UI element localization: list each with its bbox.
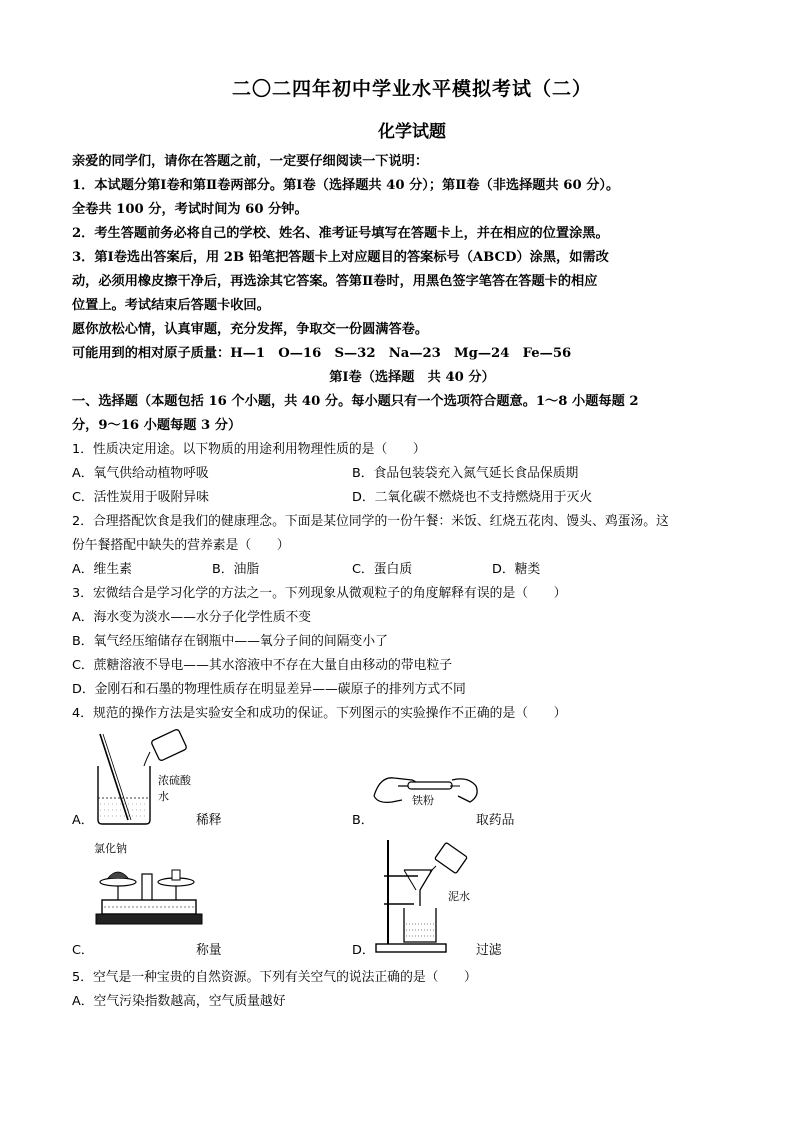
q1-options-row2: [72, 486, 752, 510]
q4-figures-row2: [72, 836, 752, 966]
q2-option-a: A．维生素: [72, 562, 132, 577]
q2-option-c: C．蛋白质: [352, 562, 413, 577]
instructions-item1a: 1．本试题分第Ⅰ卷和第Ⅱ卷两部分。第Ⅰ卷（选择题共 40 分）；第Ⅱ卷（非选择题共 60 分）。: [72, 178, 620, 193]
instructions-item1b: 全卷共 100 分，考试时间为 60 分钟。: [72, 202, 308, 217]
q4-option-a-caption: 稀释: [196, 813, 222, 828]
q4-c-label-nacl: 氯化钠: [94, 842, 127, 855]
q2-stem-b: 份午餐搭配中缺失的营养素是（ ）: [72, 538, 290, 553]
q4-figure-d: [352, 836, 632, 966]
instructions-greeting: 亲爱的同学们，请你在答题之前，一定要仔细阅读一下说明：: [72, 154, 429, 169]
q4-figure-a: [72, 726, 352, 836]
q4-option-c-letter: C．: [72, 943, 94, 958]
q4-a-label-water: 水: [158, 790, 169, 803]
section1-heading: 第Ⅰ卷（选择题 共 40 分）: [329, 370, 495, 385]
q4-option-b-letter: B．: [352, 813, 374, 828]
q5-option-a: A．空气污染指数越高，空气质量越好: [72, 994, 286, 1009]
balance-illustration: [94, 860, 204, 950]
q2-stem-a: 2．合理搭配饮食是我们的健康理念。下面是某位同学的一份午餐：米饭、红烧五花肉、馒头、鸡蛋汤。这: [72, 514, 669, 529]
q4-d-label-mud: 泥水: [448, 890, 470, 903]
instructions: [72, 150, 752, 366]
q4-figure-c: [72, 836, 352, 966]
exam-title: 二〇二四年初中学业水平模拟考试（二）: [231, 78, 592, 100]
exam-page: [72, 60, 752, 1014]
q1-option-a: A．氧气供给动植物呼吸: [72, 466, 209, 481]
q3-option-c: C．蔗糖溶液不导电——其水溶液中不存在大量自由移动的带电粒子: [72, 658, 453, 673]
q1-option-d: D．二氧化碳不燃烧也不支持燃烧用于灭火: [352, 490, 593, 505]
q1-option-b: B．食品包装袋充入氮气延长食品保质期: [352, 466, 579, 481]
q4-figure-b: [352, 726, 632, 836]
q4-option-c-caption: 称量: [196, 943, 222, 958]
q4-a-label-acid: 浓硫酸: [158, 774, 191, 787]
q5-stem: 5．空气是一种宝贵的自然资源。下列有关空气的说法正确的是（ ）: [72, 970, 477, 985]
instructions-wish: 愿你放松心情，认真审题，充分发挥，争取交一份圆满答卷。: [72, 322, 429, 337]
section1-intro-b: 分，9～16 小题每题 3 分）: [72, 418, 242, 433]
q3-stem: 3．宏微结合是学习化学的方法之一。下列现象从微观粒子的角度解释有误的是（ ）: [72, 586, 567, 601]
q1-options-row1: [72, 462, 752, 486]
q1-stem: 1．性质决定用途。以下物质的用途利用物理性质的是（ ）: [72, 442, 426, 457]
q2-options: [72, 558, 752, 582]
q2-option-b: B．油脂: [212, 562, 260, 577]
q4-option-d-letter: D．: [352, 943, 375, 958]
q1-option-c: C．活性炭用于吸附异味: [72, 490, 209, 505]
instructions-item3c: 位置上。考试结束后答题卡收回。: [72, 298, 270, 313]
q3-option-d: D．金刚石和石墨的物理性质存在明显差异——碳原子的排列方式不同: [72, 682, 466, 697]
q4-option-a-letter: A．: [72, 813, 94, 828]
q4-option-b-caption: 取药品: [476, 813, 515, 828]
instructions-item2: 2．考生答题前务必将自己的学校、姓名、准考证号填写在答题卡上，并在相应的位置涂黑。: [72, 226, 609, 241]
instructions-item3b: 动，必须用橡皮擦干净后，再选涂其它答案。答第Ⅱ卷时，用黑色签字笔答在答题卡的相应: [72, 274, 598, 289]
instructions-item3a: 3．第Ⅰ卷选出答案后，用 2B 铅笔把答题卡上对应题目的答案标号（ABCD）涂黑，如需改: [72, 250, 609, 265]
atomic-masses: 可能用到的相对原子质量：H—1 O—16 S—32 Na—23 Mg—24 Fe—56: [72, 346, 572, 361]
q3-option-b: B．氧气经压缩储存在钢瓶中——氧分子间的间隔变小了: [72, 634, 388, 649]
q2-option-d: D．糖类: [492, 562, 541, 577]
q4-stem: 4．规范的操作方法是实验安全和成功的保证。下列图示的实验操作不正确的是（ ）: [72, 706, 567, 721]
q4-option-d-caption: 过滤: [476, 943, 502, 958]
exam-subtitle: 化学试题: [378, 122, 446, 142]
q4-figures-row1: [72, 726, 752, 836]
q4-b-label-iron: 铁粉: [412, 794, 434, 807]
section1-intro-a: 一、选择题（本题包括 16 个小题，共 40 分。每小题只有一个选项符合题意。1～8 小题每题 2: [72, 394, 639, 409]
q3-option-a: A．海水变为淡水——水分子化学性质不变: [72, 610, 312, 625]
